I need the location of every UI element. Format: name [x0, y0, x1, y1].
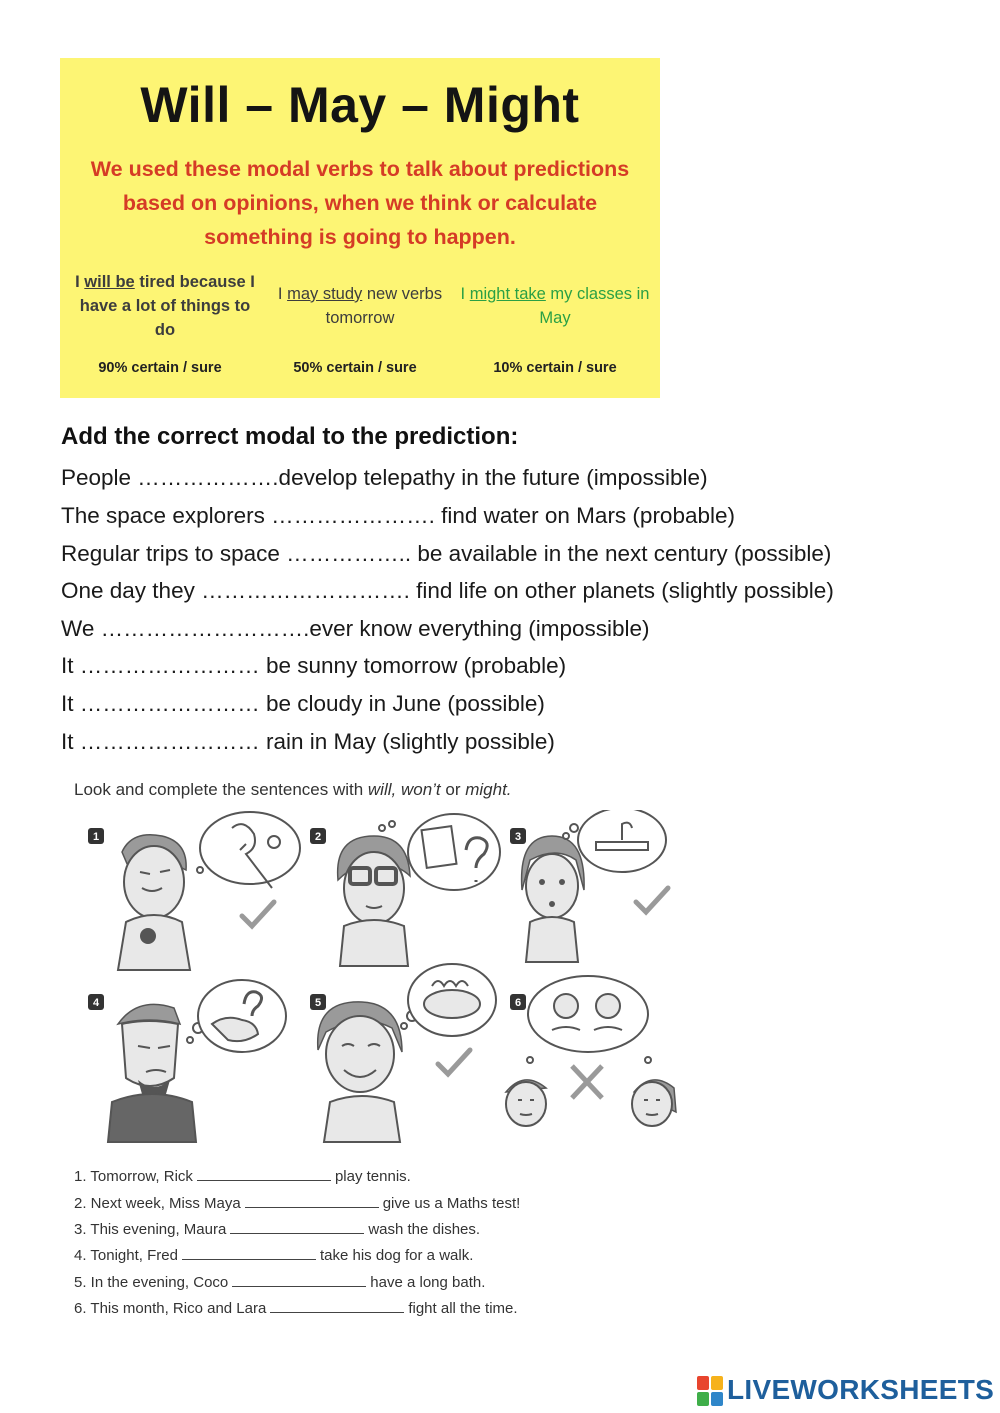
exercise2-sentence[interactable]: 3. This evening, Maura wash the dishes. [74, 1221, 481, 1238]
logo-mark-icon [697, 1376, 725, 1410]
answer-blank[interactable] [232, 1272, 366, 1287]
checkmark-icon [242, 902, 274, 926]
answer-blank[interactable] [245, 1193, 379, 1208]
picture-number: 2 [315, 831, 322, 843]
checkmark-icon [636, 888, 668, 912]
grammar-banner [60, 58, 660, 398]
picture-2 [310, 814, 500, 966]
answer-blank[interactable] [197, 1166, 331, 1181]
checkmark-icon [438, 1050, 470, 1074]
picture-4 [88, 980, 286, 1142]
banner-description: We used these modal verbs to talk about predictions based on opinions, when we think or calculate something is going to happen. [90, 157, 630, 249]
picture-6 [506, 976, 676, 1126]
certainty-will: 90% certain / sure [98, 360, 222, 376]
logo-text: LIVEWORKSHEETS [727, 1374, 995, 1405]
answer-blank[interactable] [270, 1298, 404, 1313]
exercise2-sentence[interactable]: 1. Tomorrow, Rick play tennis. [74, 1168, 411, 1185]
example-will: I will be tired because I have a lot of things to do [75, 273, 255, 339]
answer-blank[interactable] [230, 1219, 364, 1234]
picture-number: 4 [93, 997, 100, 1009]
example-may: I may study new verbs tomorrow [277, 285, 443, 327]
exercise2-instruction: Look and complete the sentences with will, won’t or might. [74, 780, 512, 799]
certainty-might: 10% certain / sure [493, 360, 617, 376]
picture-5 [310, 964, 496, 1142]
exercise1-sentence[interactable]: It …………………… be sunny tomorrow (probable) [61, 653, 567, 678]
exercise1-sentence[interactable]: One day they ………………………. find life on other planets (slightly possible) [61, 578, 834, 603]
picture-number: 1 [93, 831, 100, 843]
exercise1-sentence[interactable]: We ……………………….ever know everything (impossible) [61, 616, 650, 641]
exercise1-sentence[interactable]: Regular trips to space …………….. be available in the next century (possible) [61, 541, 832, 566]
exercise1-sentence[interactable]: It …………………… be cloudy in June (possible) [61, 691, 545, 716]
picture-number: 3 [515, 831, 522, 843]
certainty-may: 50% certain / sure [293, 360, 417, 376]
exercise1-sentence[interactable]: It …………………… rain in May (slightly possible) [61, 729, 555, 754]
exercise2-sentence[interactable]: 5. In the evening, Coco have a long bath. [74, 1274, 486, 1291]
picture-grid [82, 810, 692, 1145]
banner-title: Will – May – Might [140, 77, 580, 133]
example-might: I might take my classes in May [460, 285, 650, 327]
exercise2-sentence[interactable]: 6. This month, Rico and Lara fight all the time. [74, 1300, 518, 1317]
exercise1-sentence[interactable]: People ……………….develop telepathy in the future (impossible) [61, 465, 708, 490]
exercise2-sentence[interactable]: 4. Tonight, Fred take his dog for a walk. [74, 1247, 474, 1264]
cross-icon [572, 1066, 602, 1098]
exercise2-sentence[interactable]: 2. Next week, Miss Maya give us a Maths test! [74, 1195, 521, 1212]
picture-1 [88, 812, 300, 970]
answer-blank[interactable] [182, 1245, 316, 1260]
picture-number: 6 [515, 997, 522, 1009]
exercise1-sentence[interactable]: The space explorers …………………. find water on Mars (probable) [61, 503, 735, 528]
picture-3 [510, 810, 668, 962]
exercise1-heading: Add the correct modal to the prediction: [61, 423, 519, 450]
picture-number: 5 [315, 997, 322, 1009]
